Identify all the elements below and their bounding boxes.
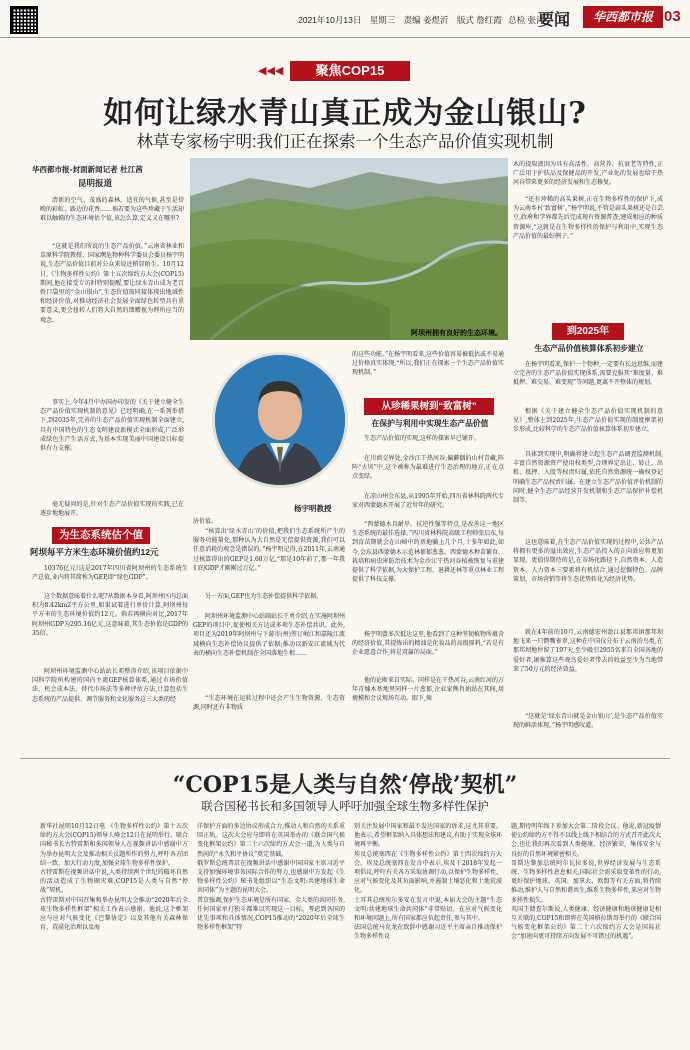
cop-headline: “COP15是人类与自然‘停战’契机” xyxy=(172,772,518,798)
masthead-rule xyxy=(0,37,690,38)
lead-paragraph: 清新的空气、茂盛的森林、适宜的气候,甚至是傍晚的彩虹、路边的花香……倘若要为这些珍藏于生活却难以触摸的生态环境估个值,该怎么算,定义又在哪里? xyxy=(40,197,185,223)
subhead: 林草专家杨宇明:我们正在探索一个生态产品价值实现机制 xyxy=(136,133,554,151)
middle2-paragraph-5: “西蒙德木具耐旱、抗逆性强等特点,是改善这一地区生态系统的最佳选择。”四川省林科院高级工程师张启东,每到育苗期就会在山崎中的基地躺上几个月,十多年如此,如今,会东县西蒙德木示范林郁郁葱葱。西蒙德木种苗繁育、栽培和病虫害防治技术为金沙江干热河谷植被恢复与重建提供了科学依据,为大保护工程、退耕还林等重点林业工程提供了科技支撑。 xyxy=(352,521,504,584)
byline-location: 昆明报道 xyxy=(78,179,113,189)
right-paragraph-8: “这就是‘绿水青山就是金山银山’,是生态产品价值实现的鲜活体现。”杨宇明感叹道。 xyxy=(513,713,663,730)
section1-subheading: 阿坝每平方米生态环境价值约12元 xyxy=(30,547,159,557)
middle2-paragraph-7: 他的论断来自实际。同样是在干热河谷,云南红河的万年青煉木基地里同样一片葱郁,企业家熊肖娟站在其间,用规模和会议规场互动。眼下,辣 xyxy=(352,677,504,703)
cop-column-3: 别关注发展中国家和最不发达国家的诉求,这尤其重要。他表示,希望框架纳入具体想法和建议,有助于实现全球环境再平衡。 埃及总统塞西在《生物多样性公约》第十四次缔约方大会。埃及总统塞西在发言中表示,埃及于2018年发起一项倡议,呼吁有关各方采取协调行动,以保护生物多样性、应对气候变化及其负面影响,并遏制土壤恶化和土地荒漠化。 土耳其总统埃尔多安在发言中说,本届大会的主题“生态文明:共建地球生命共同体”非常贴切。在应对气候变化和环境问题上,所有国家都应负起责任,参与其中。 法国总统马克龙在致辞中感谢习近平主席亲自推动保护生物多样性议 xyxy=(354,823,502,941)
section1-paragraph-1: 10376亿元!这是2017年四川省阿坝州的生态系统生产总值,业内将其简称为GEP,即“绿色GDP”。 xyxy=(32,565,188,582)
right-paragraph-6: 这也意味着,在生态产品价值实现的过程中,公共产品将拥有更多的溢出效应,生态产品投入的正向效应将更加显现。更值得期待的是,在市场化路径下,自然资本、人造资本、人力资本三要素将有机结合,通过挖掘特色、品牌策划、市场营销等将生态优势转化为经济优势。 xyxy=(513,539,663,583)
middle-paragraph-4: 阿坝州环境监测中心站副站长王勇介绍,在实施阿坝州GEP的项目中,促使相关方达成多项生态补偿共识。此外,项目还为2019年阿坝州与下游市(州)签订岷江和嘉陵江流域横向生态补偿协议提供了依据;推动以新安江流域为代表的横向生态补偿机制在全国落地生根…… xyxy=(193,613,345,657)
kicker-arrows-icon: ◀◀◀ xyxy=(258,64,284,77)
middle2-paragraph-1: 的这些功能。”在杨宇明看来,这些价值容易被低估或不易通过价格真实体现,“所以,我们正在探索一个生态产品价值实现机制。” xyxy=(352,351,504,377)
checker-text: 总检 张洋 xyxy=(508,15,545,25)
middle2-paragraph-2: 生态产品价值的实现,这样的探索早已铺开。 xyxy=(364,435,480,442)
section3-heading: 到2025年 xyxy=(552,323,624,340)
middle2-paragraph-6: 杨宇明曾多次抵达这里,他看到了这种坚韧植物所蕴含的经济价值,其提炼出的精油是化妆品的高级原料,“若是有企业愿意合作,将是双赢的局面。” xyxy=(352,631,504,657)
portrait-circle xyxy=(212,352,348,488)
cop-subhead: 联合国秘书长和多国领导人呼吁加强全球生物多样性保护 xyxy=(201,801,489,813)
section2-subheading: 在保护与利用中实现生态产品价值 xyxy=(371,419,489,428)
right-paragraph-4: 根据《关于建立健全生态产品价值实现机制的意见》,整体上到2025年,生态产品价值实现的制度框架初步形成,比较科学的生态产品价值核算体系初步建立。 xyxy=(513,408,663,434)
landscape-photo xyxy=(190,158,508,340)
right-paragraph-2: “还有珍稀的高头果树,正在生物多样性的保护下,成为云南乡村‘致富树’。”杨宇明说,不管是蒜头果树还是白芸豆,政府和学界都先后完成现有资源普查,建成相应的种质资源库,“这就是在生物多样性的保护与利用中,实现生态产品价值的最好例子。” xyxy=(513,196,663,240)
byline-reporter: 华西都市报-封面新闻记者 杜江茜 xyxy=(32,165,143,174)
masthead-date xyxy=(298,14,544,26)
right-paragraph-3: 在杨宇明看来,保护一个物种,一定要有长远思维,而建立完善的生态产品价值实现体系,需要克服其“难度量、难抵押、难交易、难变现”等问题,更离不开整体的规划。 xyxy=(513,361,663,387)
editor-text: 责编 姜煜沂 xyxy=(403,15,449,25)
middle-paragraph-3: 另一方面,GEP也为生态补偿提供科学依据。 xyxy=(205,593,323,600)
middle-paragraph-2: “核算出‘绿水青山’的价值,把我们生态系统所产生的服务功能量化,那种认为大自然是无偿提供资源,我们可以任意消耗的观念是错误的。”杨宇明记得,在2011年,云南通过核算得出的GEP是1.68万亿,“那是10年前了,那一年我们的GDP才刚刚过万亿。” xyxy=(193,528,345,572)
right-paragraph-1: 木的提取液因为具有高活性、高营养、抗衰老等特性,正广泛用于护肤品及保健品的开发,产业化的发展也给干热河谷带来更多的经济发展和生态修复。 xyxy=(513,161,663,187)
lead-paragraph-4: 毫无疑问的是,针对生态产品价值实现的实践,已在逐步地地展开。 xyxy=(40,501,184,518)
cop-column-1: 新华社昆明10月12日电 《生物多样性公约》第十五次缔约方大会(COP15)领导人峰会12日在昆明举行。联合国秘书长古特雷斯和多国领导人在视频讲话中感谢中方为举办昆明大会及推动相关议题所作的努力,呼吁各方团结一致、加大行动力度,加强全球生物多样性保护。 古特雷斯在视频讲话中说,人类持续两个世纪的破坏自然的活动造成了生物圈灾难,COP15是人类与自然“停战”契机。 古特雷斯对中国召集和举办昆明大会推动“2020年后全球生物多样性框架”相关工作表示感谢。他说,这个框架应与应对气候变化《巴黎协定》以及其他有关森林保育、荒漠化治理以及海 xyxy=(40,823,188,932)
section-label: 要闻 xyxy=(538,12,571,29)
section-divider xyxy=(20,758,670,759)
cop-column-4: 题,期待明年线下参加大会第二阶段会议。他说,新冠疫情使公约缔约方不得不以线上线下相结合的方式召开此次大会,也让我们再次看到人类健康、经济繁荣、集体安全与良好的自然环境紧密相关。 哥斯达黎加总统阿尔瓦拉多说,世界经济发展与生态系统、生物多样性息息相关,国际社会需采取变革性的行动,更好保护地球。英国、加拿大、欧盟等有关方面,将持续推动,维护人与自然和谐共生,维系生物多样性,来应对生物多样性损失。 英国王储查尔斯说,人类健康、经济健康和地球健康是相互关联的,COP15和即将在英国格拉斯哥举行的《联合国气候变化框架公约》第二十六次缔约方大会是国际社会“加速向更可持续方向发展不可错过的机遇”。 xyxy=(511,823,662,941)
page-number: 03 xyxy=(664,8,681,25)
middle-paragraph-5: “生态环境在运转过程中还会产生生物资源、生态资源,同时还有非物质 xyxy=(193,695,345,712)
middle-paragraph-1: 济价值。 xyxy=(193,518,218,525)
landscape-illustration xyxy=(190,158,508,340)
section1-paragraph-3: 阿坝州环境监测中心站站长邓整涛介绍,该项目依据中国科学院所构建的国内主流GEP核算体系,通过市场价值法、机会成本法、替代市场法等多种评估方法,计算包括生态系统的产品提供、调节服务和文化服务这三大类的经 xyxy=(32,668,188,703)
section1-heading: 为生态系统估个值 xyxy=(52,527,150,544)
cop-column-2: 洋保护方面的多边协议形成合力,推动人和自然的关系重回正轨。这次大会应与即将在英国举办的《联合国气候变化框架公约》第二十六次缔约方大会一道,为人类与自然间的“永久和平协议”奠定基础。 俄罗斯总统普京在视频讲话中感谢中国国家主席习近平支持加强环境事务国际合作的努力,也感谢中方发起《生物多样性公约》秘书处组织以“生态文明:共建地球生命共同体”为主题的昆明大会。 普京强调,保护生态环境是所有国家、全人类的共同任务,任何国家单打独斗都难以实现这一目标。考虑到各国的优先事项和具体情况,COP15推动的“2020年后全球生物多样性框架”特 xyxy=(197,823,345,932)
weekday-text: 星期三 xyxy=(369,15,396,25)
date-text: 2021年10月13日 xyxy=(298,15,362,25)
section3-subheading: 生态产品价值核算体系初步建立 xyxy=(534,344,644,353)
kicker-label: 聚焦COP15 xyxy=(290,61,410,81)
headline: 如何让绿水青山真正成为金山银山? xyxy=(103,96,587,131)
designer-text: 版式 詹红霞 xyxy=(456,15,502,25)
section1-paragraph-2: 这个数据意味着什么呢?从数据本身看,阿坝州区内总面积为8.42km2平方公里,如果试着进行单价计算,阿坝州每平方米的生态环境价值约12元。倘若再横向对比,2017年阿坝州GDP为295.16亿元,这意味着,其生态价值是GDP的35倍。 xyxy=(32,593,188,637)
photo1-caption: 阿坝州拥有良好的生态环境。 xyxy=(411,330,502,337)
section2-heading: 从珍稀果树到“致富树” xyxy=(364,398,494,415)
lead-paragraph-3: 事实上,今年4月中办国办印发的《关于建立健全生态产品价值实现机制的意见》已经明确,在一系列举措下,到2035年,完善的生态产品价值实现机制全面建立,具有中国特色的生态文明建设新模式全面形成,广泛形成绿色生产生活方式,为基本实现美丽中国建设目标提供有力支撑。 xyxy=(40,399,184,453)
photo2-caption: 杨宇明教授 xyxy=(294,504,332,513)
lead-paragraph-2: “这就是我们所说的生态产品价值。”云南省林业和草原科学院教授、国家濒危物种科学委员会委员杨宇明说,生态产品价值目前对公众来说还稍显陌生。10月12日,《生物多样性公约》第十五次缔约方大会(COP15)期间,他在接受专访时特别提醒,要让绿水青山成为老百姓口袋里的“金山银山”,生态价值需同接体现出地域性和经济价值,对推动经济社会发展全面绿色转型具有重要意义,更会扭转人们将大自然的馈赠视为理所应当的观念。 xyxy=(40,243,185,324)
qr-code-icon[interactable] xyxy=(10,6,38,34)
middle2-paragraph-4: 在凉山州会东县,从1995年开始,四川省林科院两代专家对西蒙德木开展了近卅年的研究。 xyxy=(352,493,504,510)
middle2-paragraph-3: 在川滇交界处,金沙江干热河谷,偏僻偶的山村青藏,阵阵“火风”中,这个被称为最难进行生态治理的地方,正在点点变绿。 xyxy=(352,455,504,481)
portrait-illustration xyxy=(215,355,345,485)
right-paragraph-7: 就在4年前的10月,云南德宏州盈江县那邦镇那邦坝地飞来一只鹦嘴雀翠,这种在中国仅分布于云南的鸟类,在那邦坝地停留了197天,至少吸引2955名来自全国各地的爱好者,据推算这些观鸟爱好者带去的收益至少为当地带来了50万元的经济效益。 xyxy=(513,629,663,673)
right-paragraph-5: 具体到实现中,明确将建立起生态产品调查监测机制,丰富自然资源资产使用权类型,合理界定出让、转让、出租、抵押、入股等权责归属,依托自然资源统一确权登记明确生态产品权责归属。在建立生态产品价值评价机制的同时,健全生态产品经营开发机制和生态产品保护补偿机制等。 xyxy=(513,451,664,505)
paper-logo: 华西都市报 xyxy=(583,6,663,28)
